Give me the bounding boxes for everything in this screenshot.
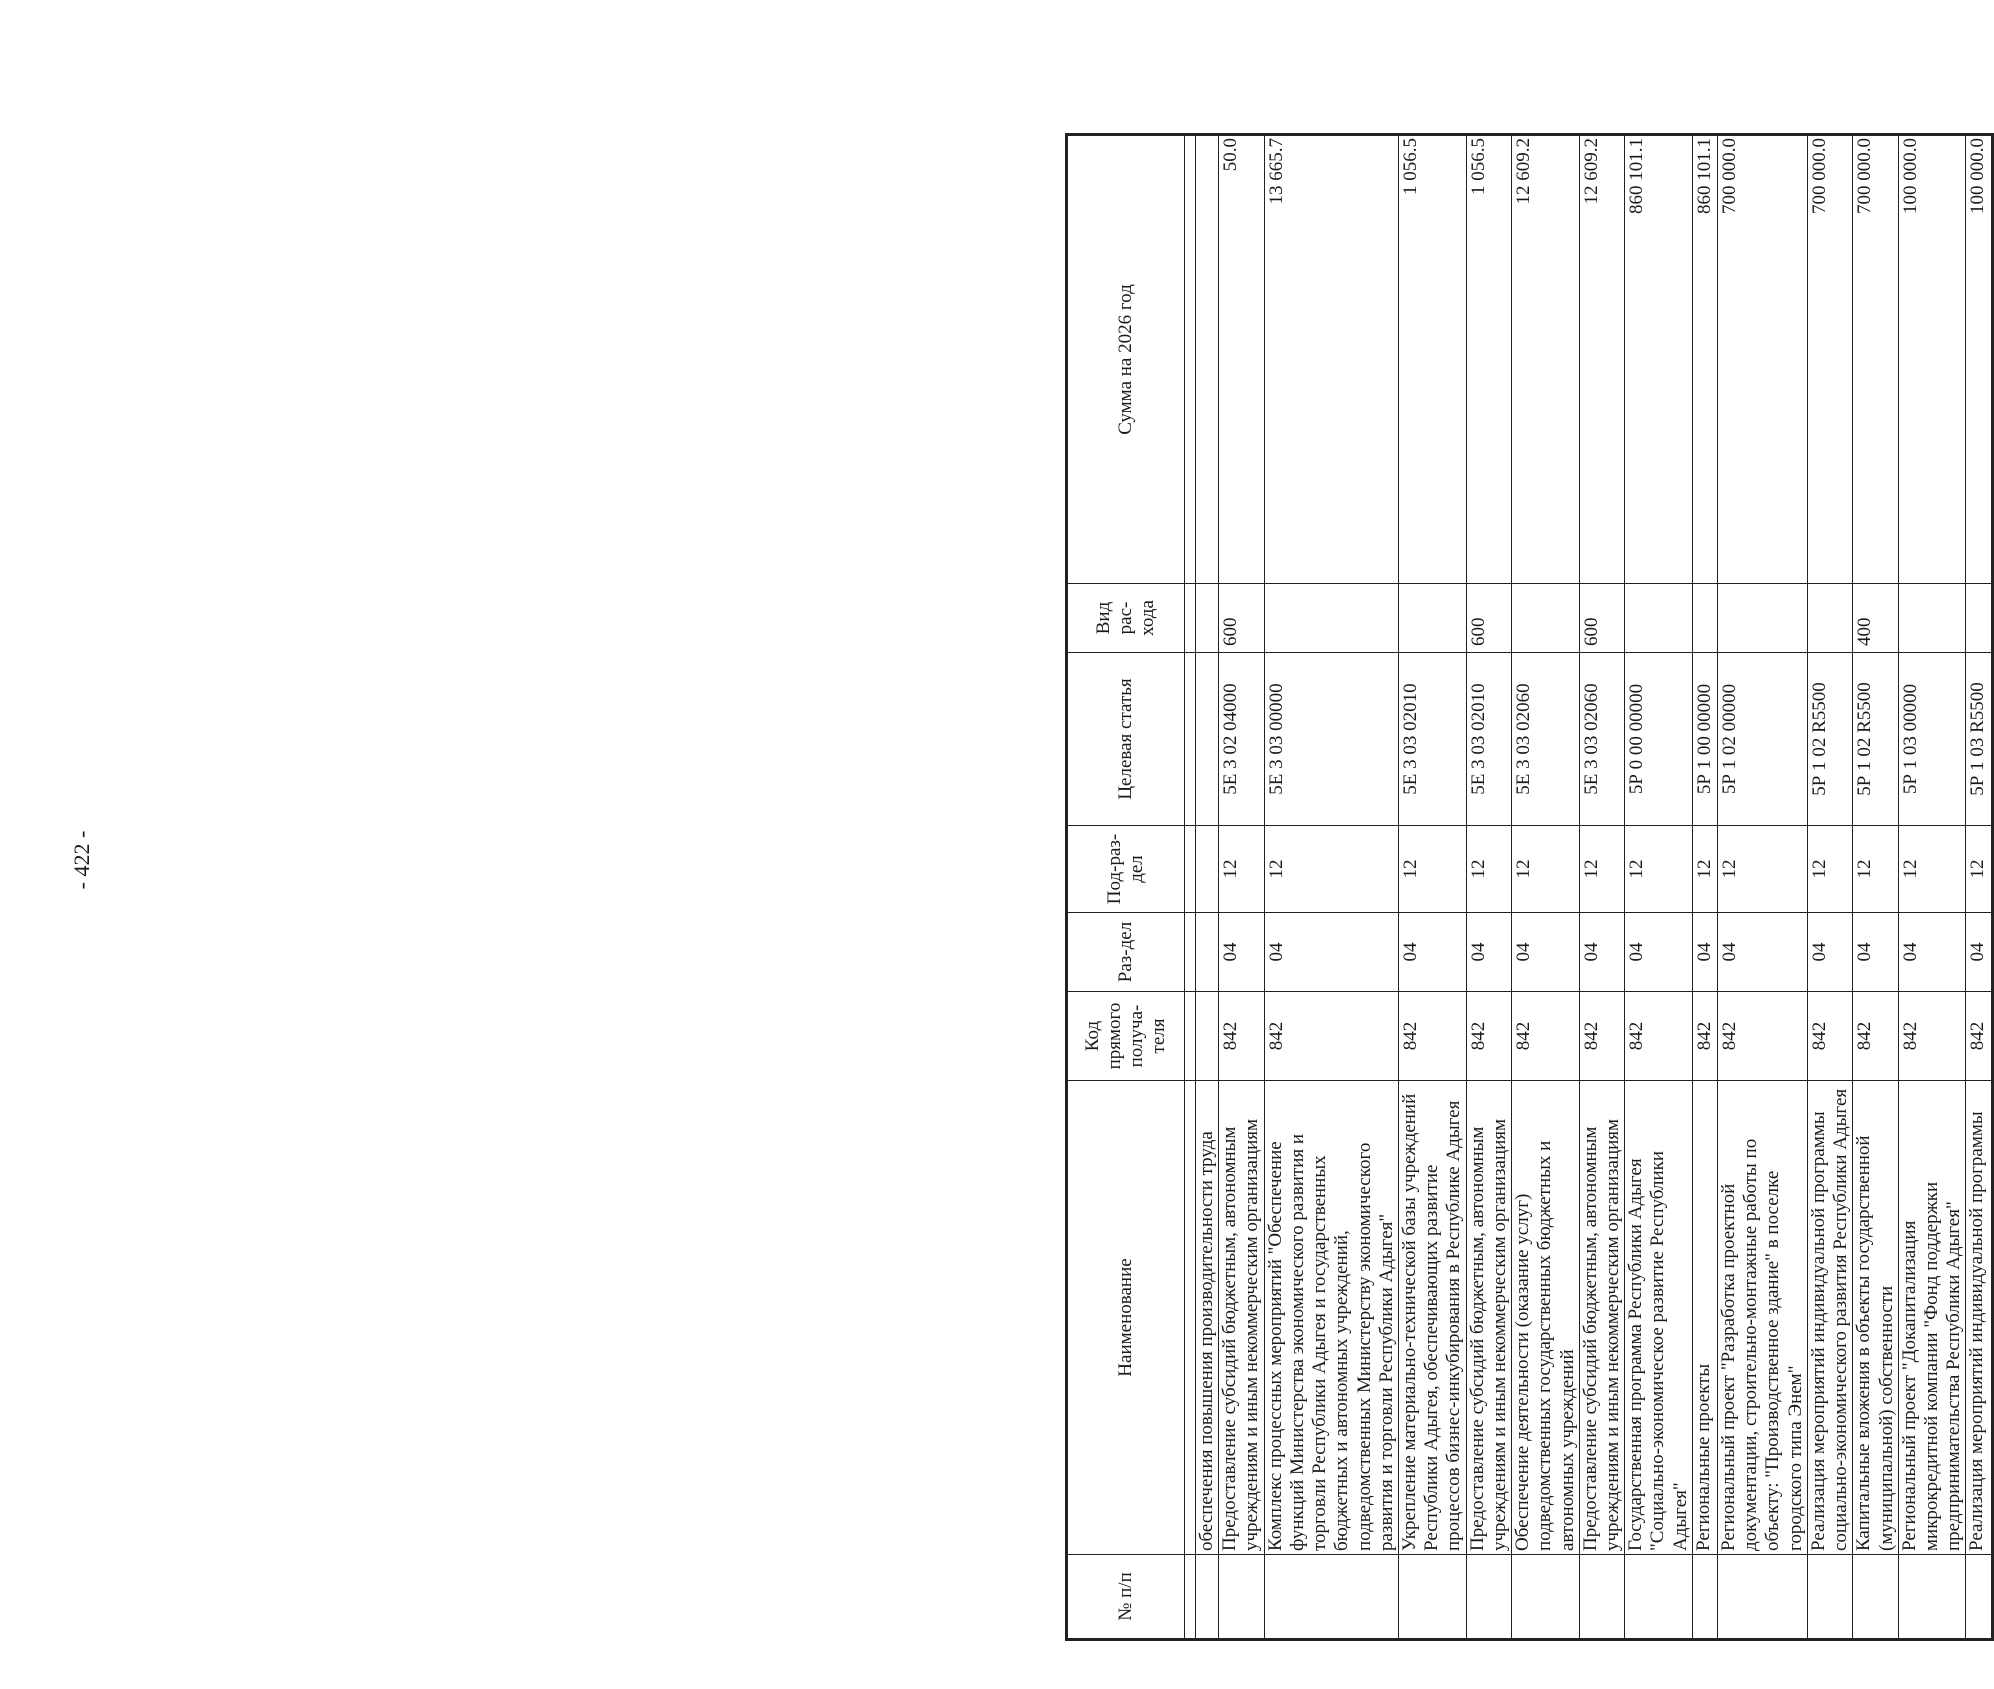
page-number: - 422 - xyxy=(69,830,94,890)
row-code: 842 xyxy=(1898,992,1966,1081)
row-num xyxy=(1853,1555,1898,1640)
row-num xyxy=(1512,1555,1580,1640)
row-num xyxy=(1579,1555,1624,1640)
row-statya: 5Е 3 02 04000 xyxy=(1219,653,1264,826)
row-statya: 5Р 1 02 R5500 xyxy=(1853,653,1898,826)
row-podrazdel: 12 xyxy=(1966,826,1992,913)
row-razdel xyxy=(1196,913,1219,992)
row-podrazdel: 12 xyxy=(1625,826,1693,913)
header-spacer-row xyxy=(1185,135,1196,1640)
row-statya xyxy=(1196,653,1219,826)
row-vid xyxy=(1966,584,1992,653)
row-podrazdel: 12 xyxy=(1512,826,1580,913)
row-code: 842 xyxy=(1718,992,1808,1081)
row-sum: 50.0 xyxy=(1219,135,1264,584)
table-row xyxy=(1898,135,1966,1640)
row-num xyxy=(1264,1555,1398,1640)
row-podrazdel: 12 xyxy=(1692,826,1717,913)
row-statya: 5Р 0 00 00000 xyxy=(1625,653,1693,826)
row-statya: 5Е 3 03 02010 xyxy=(1466,653,1511,826)
row-sum: 1 056.5 xyxy=(1398,135,1466,584)
row-name: Реализация мероприятий индивидуальной программы xyxy=(1966,1081,1992,1555)
row-num xyxy=(1966,1555,1992,1640)
table-row xyxy=(1398,135,1466,1640)
row-sum: 13 665.7 xyxy=(1264,135,1398,584)
header-razdel: Раз-дел xyxy=(1067,913,1185,992)
table-row xyxy=(1466,135,1511,1640)
row-statya: 5Р 1 02 R5500 xyxy=(1807,653,1852,826)
row-podrazdel: 12 xyxy=(1718,826,1808,913)
row-sum xyxy=(1196,135,1219,584)
row-sum: 1 056.5 xyxy=(1466,135,1511,584)
row-sum: 12 609.2 xyxy=(1512,135,1580,584)
row-statya: 5Е 3 03 00000 xyxy=(1264,653,1398,826)
row-name: Реализация мероприятий индивидуальной программы социально-экономического развития Республики Адыгея xyxy=(1807,1081,1852,1555)
header-name: Наименование xyxy=(1067,1081,1185,1555)
row-name: Предоставление субсидий бюджетным, автономным учреждениям и иным некоммерческим организациям xyxy=(1219,1081,1264,1555)
header-vid: Вид рас-хода xyxy=(1067,584,1185,653)
row-num xyxy=(1466,1555,1511,1640)
row-podrazdel: 12 xyxy=(1853,826,1898,913)
row-podrazdel: 12 xyxy=(1398,826,1466,913)
row-statya: 5Е 3 03 02060 xyxy=(1512,653,1580,826)
row-vid xyxy=(1718,584,1808,653)
row-code xyxy=(1196,992,1219,1081)
row-razdel: 04 xyxy=(1579,913,1624,992)
table-row xyxy=(1196,135,1219,1640)
table-row xyxy=(1264,135,1398,1640)
row-num xyxy=(1718,1555,1808,1640)
row-code: 842 xyxy=(1466,992,1511,1081)
row-vid xyxy=(1625,584,1693,653)
row-vid: 600 xyxy=(1466,584,1511,653)
row-razdel: 04 xyxy=(1853,913,1898,992)
row-sum: 700 000.0 xyxy=(1718,135,1808,584)
row-name: Региональные проекты xyxy=(1692,1081,1717,1555)
row-vid: 400 xyxy=(1853,584,1898,653)
row-code: 842 xyxy=(1219,992,1264,1081)
row-sum: 860 101.1 xyxy=(1625,135,1693,584)
row-name: Предоставление субсидий бюджетным, автономным учреждениям и иным некоммерческим организациям xyxy=(1466,1081,1511,1555)
row-razdel: 04 xyxy=(1966,913,1992,992)
row-razdel: 04 xyxy=(1466,913,1511,992)
table-row xyxy=(1853,135,1898,1640)
table-row xyxy=(1718,135,1808,1640)
rotated-page-frame xyxy=(1065,136,1989,1641)
row-name: Обеспечение деятельности (оказание услуг) подведомственных государственных бюджетных и автономных учреждений xyxy=(1512,1081,1580,1555)
row-razdel: 04 xyxy=(1898,913,1966,992)
row-name: обеспечения повышения производительности труда xyxy=(1196,1081,1219,1555)
row-razdel: 04 xyxy=(1264,913,1398,992)
row-statya: 5Р 1 00 00000 xyxy=(1692,653,1717,826)
row-razdel: 04 xyxy=(1807,913,1852,992)
table-row xyxy=(1219,135,1264,1640)
table-body xyxy=(1196,135,1993,1640)
row-razdel: 04 xyxy=(1512,913,1580,992)
row-vid xyxy=(1196,584,1219,653)
row-razdel: 04 xyxy=(1692,913,1717,992)
table-row xyxy=(1966,135,1992,1640)
row-podrazdel: 12 xyxy=(1898,826,1966,913)
header-num: № п/п xyxy=(1067,1555,1185,1640)
row-razdel: 04 xyxy=(1398,913,1466,992)
row-razdel: 04 xyxy=(1219,913,1264,992)
row-razdel: 04 xyxy=(1718,913,1808,992)
row-code: 842 xyxy=(1692,992,1717,1081)
row-podrazdel: 12 xyxy=(1579,826,1624,913)
row-num xyxy=(1219,1555,1264,1640)
row-name: Региональный проект "Докапитализация микрокредитной компании "Фонд поддержки предпринимательства Республики Адыгея" xyxy=(1898,1081,1966,1555)
row-num xyxy=(1625,1555,1693,1640)
header-statya: Целевая статья xyxy=(1067,653,1185,826)
row-name: Комплекс процессных мероприятий "Обеспечение функций Министерства экономического развития и торговли Республики Адыгея и государственных бюджетных и автономных учреждений, подведомственных Министерству экономического развития и торговли Республики Адыгея" xyxy=(1264,1081,1398,1555)
row-sum: 860 101.1 xyxy=(1692,135,1717,584)
row-vid: 600 xyxy=(1219,584,1264,653)
table-row xyxy=(1512,135,1580,1640)
row-podrazdel: 12 xyxy=(1264,826,1398,913)
row-statya: 5Е 3 03 02010 xyxy=(1398,653,1466,826)
row-name: Региональный проект "Разработка проектной документации, строительно-монтажные работы по объекту: "Производственное здание" в поселке городского типа Энем" xyxy=(1718,1081,1808,1555)
row-vid xyxy=(1898,584,1966,653)
row-name: Капитальные вложения в объекты государственной (муниципальной) собственности xyxy=(1853,1081,1898,1555)
row-vid xyxy=(1512,584,1580,653)
table-row xyxy=(1692,135,1717,1640)
row-vid xyxy=(1264,584,1398,653)
row-code: 842 xyxy=(1264,992,1398,1081)
row-name: Государственная программа Республики Адыгея "Социально-экономическое развитие Республики Адыгея" xyxy=(1625,1081,1693,1555)
row-podrazdel xyxy=(1196,826,1219,913)
row-sum: 700 000.0 xyxy=(1807,135,1852,584)
row-code: 842 xyxy=(1625,992,1693,1081)
row-sum: 12 609.2 xyxy=(1579,135,1624,584)
row-statya: 5Р 1 03 R5500 xyxy=(1966,653,1992,826)
row-num xyxy=(1398,1555,1466,1640)
row-statya: 5Р 1 03 00000 xyxy=(1898,653,1966,826)
table-row xyxy=(1579,135,1624,1640)
row-name: Предоставление субсидий бюджетным, автономным учреждениям и иным некоммерческим организациям xyxy=(1579,1081,1624,1555)
header-code: Код прямого получа-теля xyxy=(1067,992,1185,1081)
table-row xyxy=(1807,135,1852,1640)
row-statya: 5Р 1 02 00000 xyxy=(1718,653,1808,826)
row-statya: 5Е 3 03 02060 xyxy=(1579,653,1624,826)
row-code: 842 xyxy=(1398,992,1466,1081)
row-num xyxy=(1898,1555,1966,1640)
row-num xyxy=(1692,1555,1717,1640)
row-code: 842 xyxy=(1966,992,1992,1081)
row-name: Укрепление материально-технической базы учреждений Республики Адыгея, обеспечивающих развитие процессов бизнес-инкубирования в Республике Адыгея xyxy=(1398,1081,1466,1555)
row-podrazdel: 12 xyxy=(1807,826,1852,913)
row-code: 842 xyxy=(1853,992,1898,1081)
row-podrazdel: 12 xyxy=(1219,826,1264,913)
row-sum: 100 000.0 xyxy=(1898,135,1966,584)
row-code: 842 xyxy=(1579,992,1624,1081)
header-podrazdel: Под-раз-дел xyxy=(1067,826,1185,913)
row-vid xyxy=(1807,584,1852,653)
row-sum: 700 000.0 xyxy=(1853,135,1898,584)
row-num xyxy=(1196,1555,1219,1640)
row-vid: 600 xyxy=(1579,584,1624,653)
row-sum: 100 000.0 xyxy=(1966,135,1992,584)
table-header-row xyxy=(1067,135,1185,1640)
header-sum: Сумма на 2026 год xyxy=(1067,135,1185,584)
budget-table xyxy=(1065,133,1994,1641)
row-num xyxy=(1807,1555,1852,1640)
row-razdel: 04 xyxy=(1625,913,1693,992)
row-podrazdel: 12 xyxy=(1466,826,1511,913)
row-code: 842 xyxy=(1512,992,1580,1081)
row-code: 842 xyxy=(1807,992,1852,1081)
table-row xyxy=(1625,135,1693,1640)
row-vid xyxy=(1692,584,1717,653)
row-vid xyxy=(1398,584,1466,653)
